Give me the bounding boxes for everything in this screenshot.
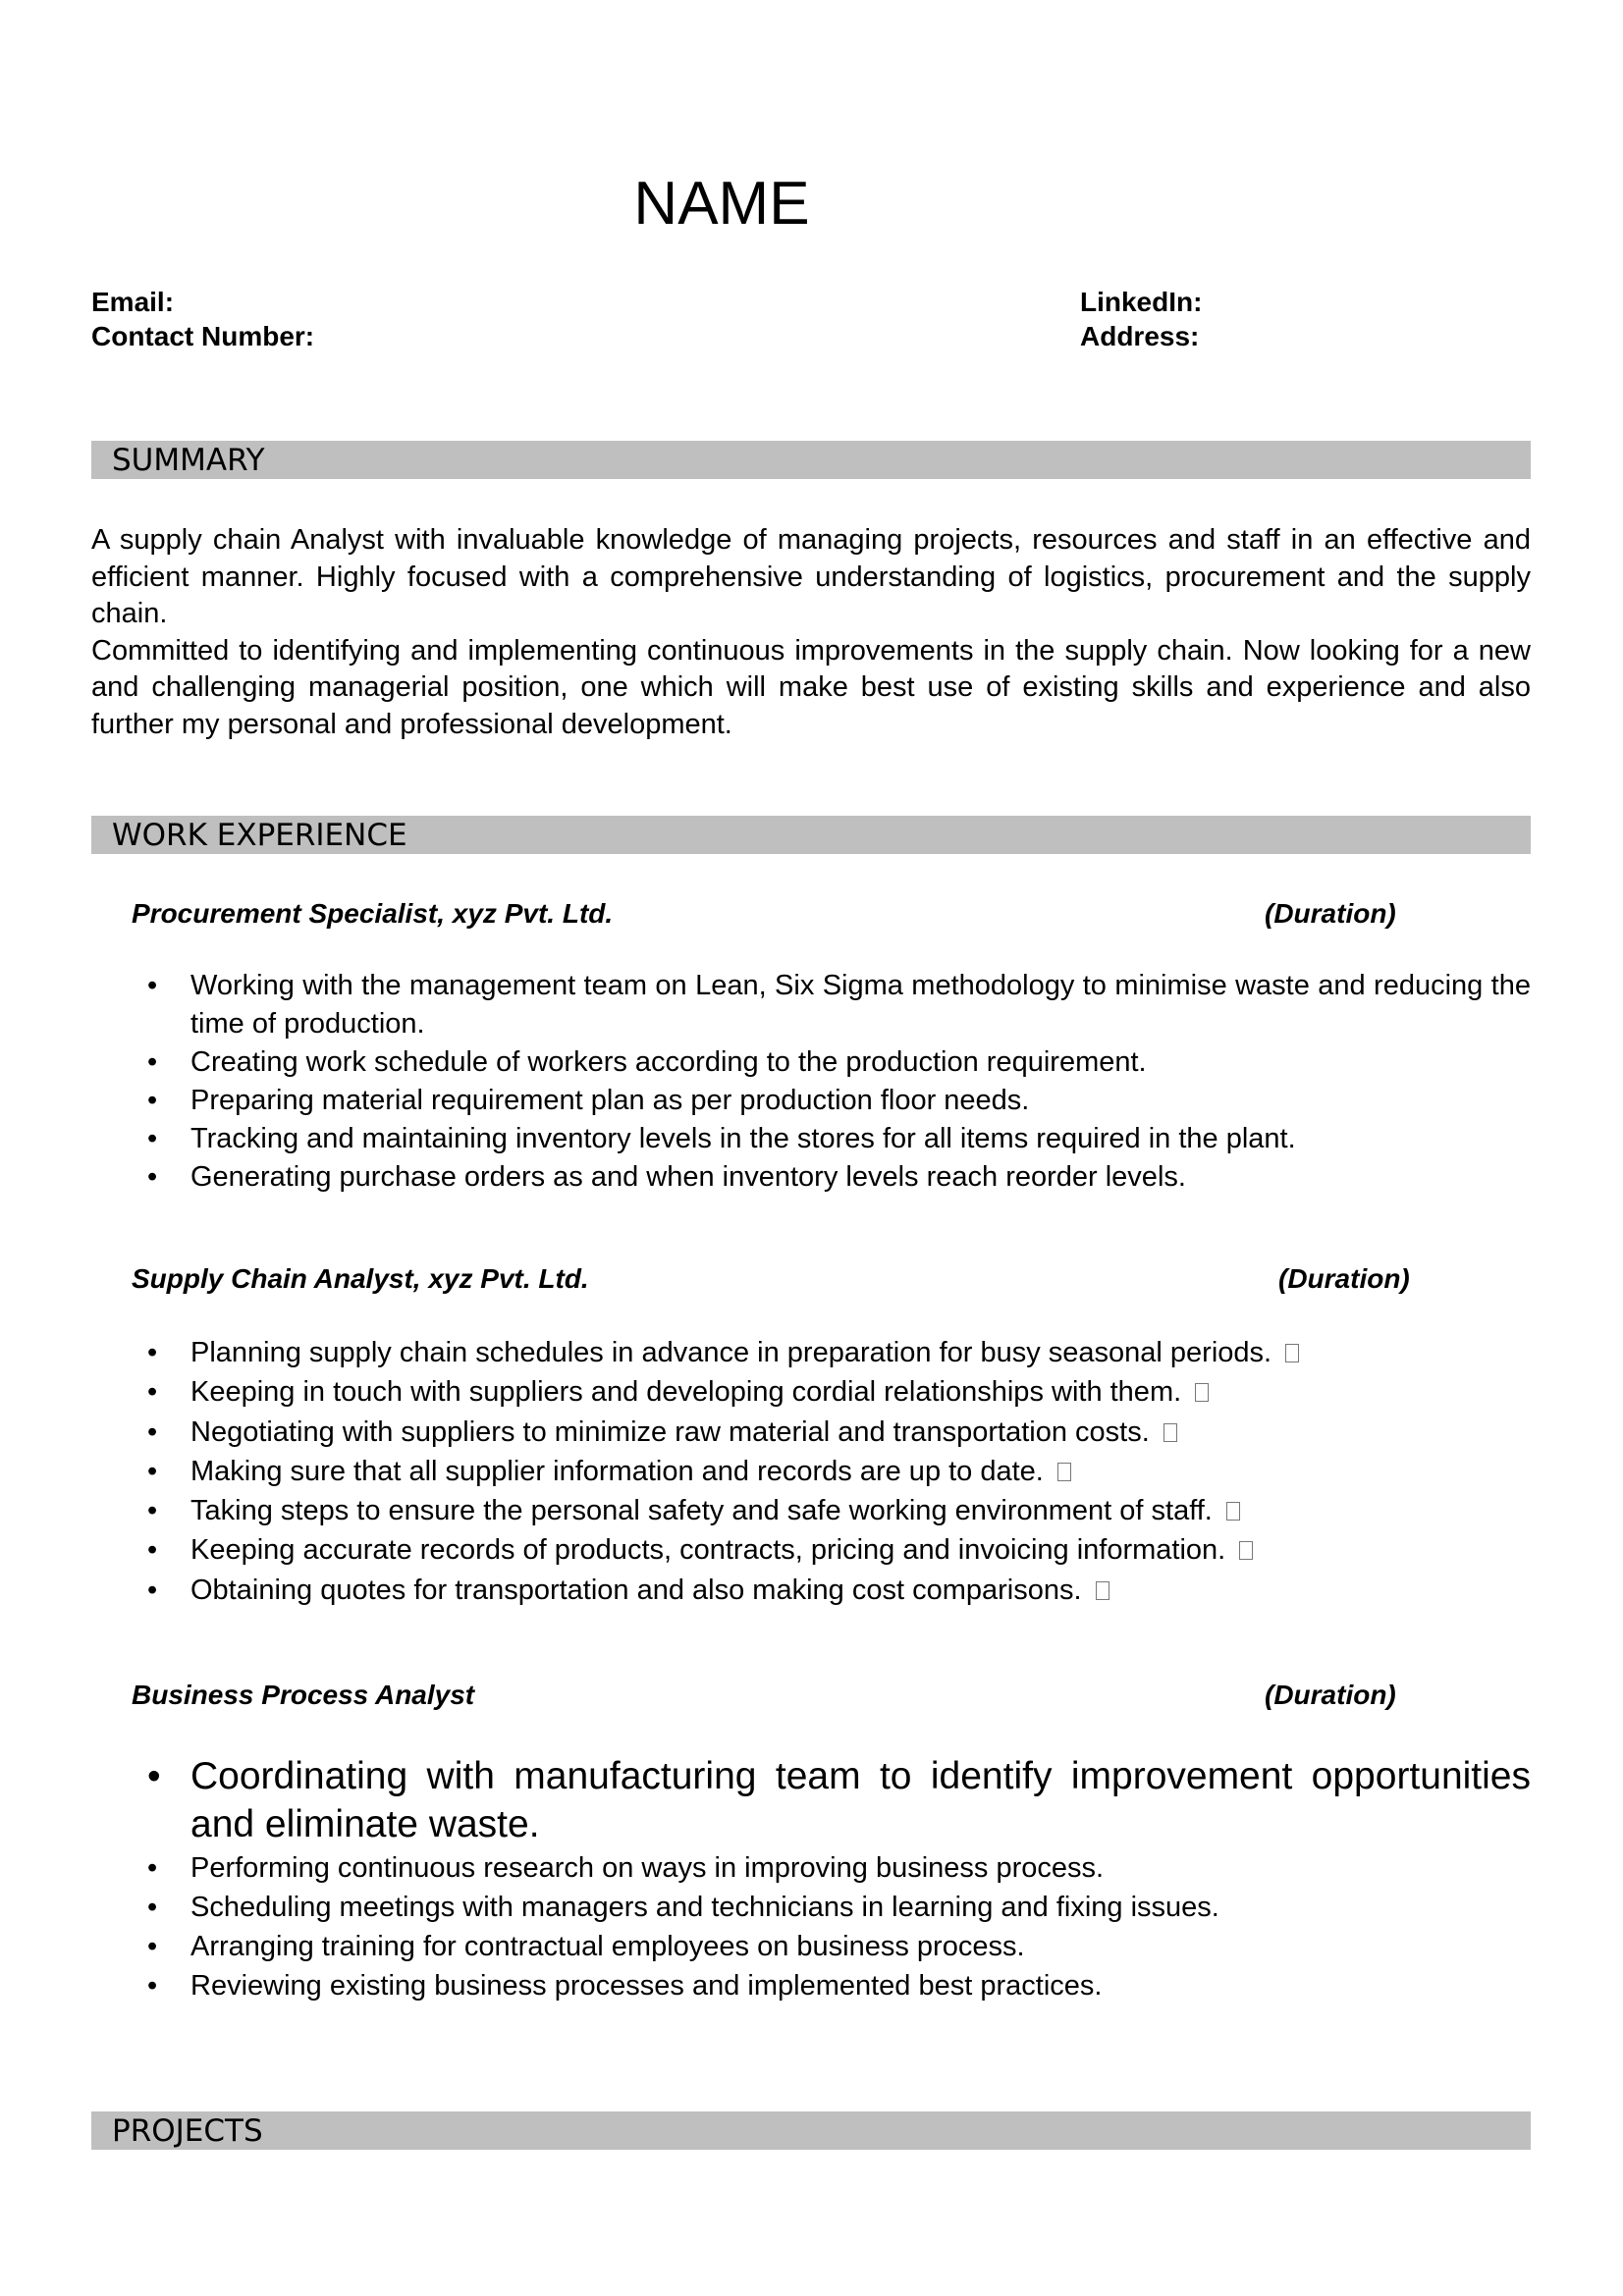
summary-heading: SUMMARY (112, 443, 265, 478)
list-item: • Arranging training for contractual employees on business process. (147, 1931, 1025, 1962)
list-item: • Creating work schedule of workers according to the production requirement. (147, 1046, 1147, 1078)
bullet-text: Planning supply chain schedules in advance in preparation for busy seasonal periods. (190, 1337, 1272, 1368)
bullet-text: Reviewing existing business processes and implemented best practices. (190, 1970, 1103, 2002)
list-item: • Negotiating with suppliers to minimize raw material and transportation costs. (147, 1413, 1531, 1452)
list-item: • Obtaining quotes for transportation and also making cost comparisons. (147, 1571, 1531, 1610)
bullet-text: Taking steps to ensure the personal safety and safe working environment of staff. (190, 1495, 1213, 1527)
bullet-text: Preparing material requirement plan as per production floor needs. (190, 1085, 1030, 1116)
bullet-text: Coordinating with manufacturing team to identify improvement opportunities and eliminate waste. (190, 1755, 1531, 1845)
list-item: • Planning supply chain schedules in advance in preparation for busy seasonal periods. (147, 1333, 1531, 1372)
list-item: • Scheduling meetings with managers and technicians in learning and fixing issues. (147, 1892, 1219, 1923)
summary-paragraph: Committed to identifying and implementing continuous improvements in the supply chain. Now looking for a new and challenging managerial position, one which will make best use of existing skills and experience and also further my personal and professional development. (91, 634, 1531, 740)
bullet-text: Tracking and maintaining inventory levels in the stores for all items required in the plant. (190, 1123, 1296, 1154)
bullet-text: Keeping accurate records of products, contracts, pricing and invoicing information. (190, 1534, 1226, 1567)
job-bullets (147, 967, 1531, 1197)
linkedin-label: LinkedIn: (1080, 287, 1203, 317)
missing-glyph-icon (1163, 1423, 1177, 1442)
bullet-text: Working with the management team on Lean, Six Sigma methodology to minimise waste and reducing the time of production. (190, 970, 1531, 1040)
missing-glyph-icon (1195, 1383, 1209, 1402)
list-item: • Taking steps to ensure the personal safety and safe working environment of staff. (147, 1491, 1531, 1530)
bullet-text: Arranging training for contractual employees on business process. (190, 1931, 1025, 1962)
job-title: Business Process Analyst (132, 1680, 475, 1710)
list-item: • Performing continuous research on ways in improving business process. (147, 1852, 1105, 1884)
email-label: Email: (91, 287, 175, 317)
list-item: • Generating purchase orders as and when inventory levels reach reorder levels. (147, 1161, 1186, 1193)
bullet-text: Making sure that all supplier information and records are up to date. (190, 1455, 1044, 1487)
projects-section-header (91, 2111, 1531, 2150)
work-experience-heading: WORK EXPERIENCE (112, 818, 407, 853)
missing-glyph-icon (1239, 1541, 1253, 1560)
bullet-text: Generating purchase orders as and when inventory levels reach reorder levels. (190, 1161, 1186, 1193)
job-bullets (147, 1333, 1531, 1610)
summary-paragraph: A supply chain Analyst with invaluable knowledge of managing projects, resources and staff in an effective and efficient manner. Highly focused with a comprehensive understanding of logistics, procurement and the supply chain. (91, 524, 1531, 630)
missing-glyph-icon (1057, 1463, 1071, 1481)
missing-glyph-icon (1226, 1502, 1240, 1521)
bullet-text: Scheduling meetings with managers and technicians in learning and fixing issues. (190, 1892, 1219, 1923)
list-item: • Preparing material requirement plan as per production floor needs. (147, 1085, 1030, 1116)
list-item: • Making sure that all supplier information and records are up to date. (147, 1452, 1531, 1491)
bullet-text: Performing continuous research on ways in improving business process. (190, 1852, 1105, 1884)
bullet-text: Negotiating with suppliers to minimize raw material and transportation costs. (190, 1415, 1150, 1448)
work-experience-section-header (91, 816, 1531, 854)
bullet-text: Creating work schedule of workers according to the production requirement. (190, 1046, 1147, 1078)
missing-glyph-icon (1285, 1344, 1299, 1362)
job-title: Procurement Specialist, xyz Pvt. Ltd. (132, 898, 614, 929)
bullet-text: Keeping in touch with suppliers and developing cordial relationships with them. (190, 1376, 1182, 1409)
address-label: Address: (1080, 321, 1200, 351)
list-item: • Keeping accurate records of products, contracts, pricing and invoicing information. (147, 1530, 1531, 1570)
job-duration: (Duration) (1278, 1263, 1410, 1294)
contact-number-label: Contact Number: (91, 321, 315, 351)
list-item: • Tracking and maintaining inventory levels in the stores for all items required in the plant. (147, 1123, 1296, 1154)
summary-text (91, 522, 1531, 744)
list-item: • Working with the management team on Lean, Six Sigma methodology to minimise waste and reducing the time of production. (147, 970, 1531, 1040)
list-item: • Reviewing existing business processes and implemented best practices. (147, 1970, 1103, 2002)
list-item: • Coordinating with manufacturing team to identify improvement opportunities and eliminate waste. (147, 1755, 1531, 1845)
job-title: Supply Chain Analyst, xyz Pvt. Ltd. (132, 1263, 589, 1294)
list-item: • Keeping in touch with suppliers and developing cordial relationships with them. (147, 1372, 1531, 1412)
projects-heading: PROJECTS (112, 2113, 263, 2149)
job-bullets (147, 1752, 1531, 2005)
job-duration: (Duration) (1265, 898, 1396, 929)
job-duration: (Duration) (1265, 1680, 1396, 1710)
missing-glyph-icon (1096, 1581, 1109, 1600)
candidate-name: NAME (633, 170, 810, 238)
bullet-text: Obtaining quotes for transportation and also making cost comparisons. (190, 1574, 1082, 1606)
summary-section-header (91, 441, 1531, 479)
